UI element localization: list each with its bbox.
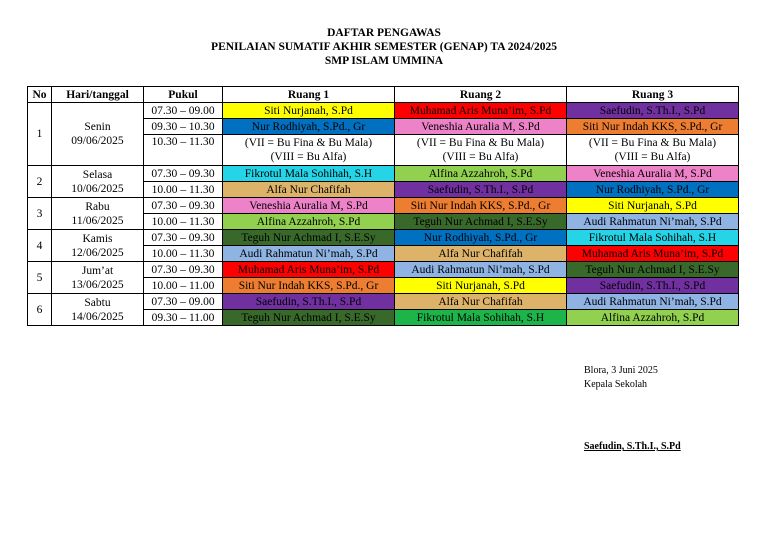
- day-number: 5: [28, 262, 52, 294]
- time-slot: 10.00 – 11.30: [144, 182, 223, 198]
- day-number: 2: [28, 166, 52, 198]
- day-date: 12/06/2025: [71, 246, 124, 259]
- day-date: 09/06/2025: [71, 135, 124, 147]
- room3-proctor: Audi Rahmatun Ni’mah, S.Pd: [567, 214, 739, 230]
- proctor-line-1: (VII = Bu Fina & Bu Mala): [244, 137, 373, 149]
- time-slot: 07.30 – 09.00: [144, 103, 223, 119]
- time-slot: 10.00 – 11.30: [144, 246, 223, 262]
- day-name: Selasa: [82, 168, 113, 181]
- room3-proctor: Siti Nurjanah, S.Pd: [567, 198, 739, 214]
- day-number: 6: [28, 294, 52, 326]
- room2-proctor: Muhamad Aris Muna’im, S.Pd: [395, 103, 567, 119]
- col-header-day: Hari/tanggal: [52, 87, 144, 103]
- room1-proctor: Siti Nurjanah, S.Pd: [223, 103, 395, 119]
- time-slot: 07.30 – 09.30: [144, 262, 223, 278]
- proctor-line-1: (VII = Bu Fina & Bu Mala): [588, 137, 717, 149]
- day-date-cell: [52, 294, 144, 326]
- header-title: DAFTAR PENGAWAS: [327, 27, 441, 39]
- day-name: Sabtu: [84, 296, 111, 309]
- signature-place-date: Blora, 3 Juni 2025: [584, 365, 658, 376]
- room1-proctor: Saefudin, S.Th.I., S.Pd: [223, 294, 395, 310]
- time-slot: 07.30 – 09.30: [144, 198, 223, 214]
- signature-role: Kepala Sekolah: [584, 379, 648, 390]
- col-header-room1: Ruang 1: [223, 87, 395, 103]
- room1-proctor: Muhamad Aris Muna’im, S.Pd: [223, 262, 395, 278]
- table-row: [28, 262, 739, 278]
- time-slot: 09.30 – 10.30: [144, 119, 223, 135]
- schedule-table: [27, 86, 739, 326]
- signature-block: [584, 364, 658, 392]
- room1-proctor: Siti Nur Indah KKS, S.Pd., Gr: [223, 278, 395, 294]
- room3-proctor: Nur Rodhiyah, S.Pd., Gr: [567, 182, 739, 198]
- room1-proctor: [223, 135, 395, 166]
- room2-proctor: Alfa Nur Chafifah: [395, 246, 567, 262]
- table-row: [28, 166, 739, 182]
- proctor-line-2: (VIII = Bu Alfa): [442, 151, 519, 163]
- day-name: Rabu: [85, 200, 110, 213]
- proctor-line-2: (VIII = Bu Alfa): [614, 151, 691, 163]
- room1-proctor: Teguh Nur Achmad I, S.E.Sy: [223, 230, 395, 246]
- table-row: [28, 103, 739, 119]
- time-slot: 07.30 – 09.30: [144, 230, 223, 246]
- room2-proctor: Siti Nurjanah, S.Pd: [395, 278, 567, 294]
- room2-proctor: Nur Rodhiyah, S.Pd., Gr: [395, 230, 567, 246]
- col-header-time: Pukul: [144, 87, 223, 103]
- room2-proctor: Saefudin, S.Th.I., S.Pd: [395, 182, 567, 198]
- room3-proctor: Teguh Nur Achmad I, S.E.Sy: [567, 262, 739, 278]
- header-school: SMP ISLAM UMMINA: [324, 55, 444, 67]
- proctor-line-2: (VIII = Bu Alfa): [270, 151, 347, 163]
- day-date: 13/06/2025: [71, 278, 124, 291]
- day-date: 14/06/2025: [71, 310, 124, 323]
- room3-proctor: Saefudin, S.Th.I., S.Pd: [567, 103, 739, 119]
- room2-proctor: Siti Nur Indah KKS, S.Pd., Gr: [395, 198, 567, 214]
- col-header-room2: Ruang 2: [395, 87, 567, 103]
- room1-proctor: Teguh Nur Achmad I, S.E.Sy: [223, 310, 395, 326]
- room1-proctor: Audi Rahmatun Ni’mah, S.Pd: [223, 246, 395, 262]
- day-number: 4: [28, 230, 52, 262]
- room2-proctor: [395, 135, 567, 166]
- day-number: 1: [28, 103, 52, 166]
- day-number: 3: [28, 198, 52, 230]
- room2-proctor: Alfa Nur Chafifah: [395, 294, 567, 310]
- room2-proctor: Teguh Nur Achmad I, S.E.Sy: [395, 214, 567, 230]
- day-name: Jum’at: [81, 264, 114, 277]
- table-row: [28, 294, 739, 310]
- room3-proctor: Veneshia Auralia M, S.Pd: [567, 166, 739, 182]
- table-header-row: [28, 87, 739, 103]
- room3-proctor: Audi Rahmatun Ni’mah, S.Pd: [567, 294, 739, 310]
- day-date-cell: [52, 230, 144, 262]
- time-slot: 10.30 – 11.30: [144, 135, 223, 166]
- room3-proctor: [567, 135, 739, 166]
- room3-proctor: Fikrotul Mala Sohihah, S.H: [567, 230, 739, 246]
- table-row: [28, 198, 739, 214]
- signature-name: Saefudin, S.Th.I., S.Pd: [584, 441, 681, 452]
- room3-proctor: Saefudin, S.Th.I., S.Pd: [567, 278, 739, 294]
- room1-proctor: Veneshia Auralia M, S.Pd: [223, 198, 395, 214]
- time-slot: 10.00 – 11.00: [144, 278, 223, 294]
- day-date-cell: [52, 262, 144, 294]
- time-slot: 10.00 – 11.30: [144, 214, 223, 230]
- col-header-room3: Ruang 3: [567, 87, 739, 103]
- day-date-cell: [52, 103, 144, 166]
- room1-proctor: Fikrotul Mala Sohihah, S.H: [223, 166, 395, 182]
- day-name: Kamis: [82, 232, 113, 245]
- room2-proctor: Veneshia Auralia M, S.Pd: [395, 119, 567, 135]
- day-date-cell: [52, 198, 144, 230]
- document-header: [0, 26, 768, 68]
- day-name: Senin: [84, 121, 111, 133]
- time-slot: 07.30 – 09.30: [144, 166, 223, 182]
- room3-proctor: Muhamad Aris Muna’im, S.Pd: [567, 246, 739, 262]
- room1-proctor: Alfa Nur Chafifah: [223, 182, 395, 198]
- schedule-body: [28, 103, 739, 326]
- room2-proctor: Audi Rahmatun Ni’mah, S.Pd: [395, 262, 567, 278]
- room2-proctor: Fikrotul Mala Sohihah, S.H: [395, 310, 567, 326]
- room2-proctor: Alfina Azzahroh, S.Pd: [395, 166, 567, 182]
- proctor-line-1: (VII = Bu Fina & Bu Mala): [416, 137, 545, 149]
- time-slot: 09.30 – 11.00: [144, 310, 223, 326]
- room1-proctor: Alfina Azzahroh, S.Pd: [223, 214, 395, 230]
- day-date: 11/06/2025: [71, 214, 124, 227]
- header-subtitle: PENILAIAN SUMATIF AKHIR SEMESTER (GENAP) TA 2024/2025: [211, 41, 557, 53]
- table-row: [28, 230, 739, 246]
- col-header-no: No: [28, 87, 52, 103]
- day-date-cell: [52, 166, 144, 198]
- day-date: 10/06/2025: [71, 182, 124, 195]
- time-slot: 07.30 – 09.00: [144, 294, 223, 310]
- room3-proctor: Alfina Azzahroh, S.Pd: [567, 310, 739, 326]
- room3-proctor: Siti Nur Indah KKS, S.Pd., Gr: [567, 119, 739, 135]
- room1-proctor: Nur Rodhiyah, S.Pd., Gr: [223, 119, 395, 135]
